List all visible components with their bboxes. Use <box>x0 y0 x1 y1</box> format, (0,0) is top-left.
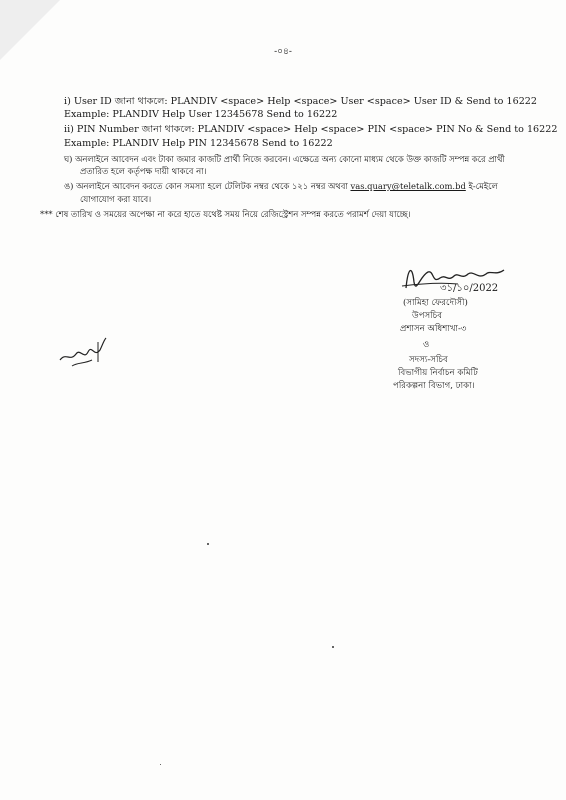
signatory-designation: উপসচিব <box>412 311 443 321</box>
signature-date: ৩১/১০/2022 <box>440 283 499 294</box>
instruction-uma-prefix: ঙ) অনলাইনে আবেদন করতে কোন সমস্যা হলে টেলিটক নম্বর থেকে ১২১ নম্বর অথবা <box>64 181 348 191</box>
support-email-link[interactable]: vas.quary@teletalk.com.bd <box>350 181 466 191</box>
signatory-role: সদস্য-সচিব <box>409 355 448 365</box>
instruction-pin: ii) PIN Number জানা থাকলে: PLANDIV <space> Help <space> PIN <space> PIN No & Send to 16222 <box>64 124 558 135</box>
scan-speck <box>332 646 334 648</box>
signatory-committee: বিভাগীয় নির্বাচন কমিটি <box>398 368 478 378</box>
instruction-uma-line2: যোগাযোগ করা যাবে। <box>80 194 152 204</box>
signatory-conjunction: ও <box>423 340 430 350</box>
scan-speck <box>160 764 161 765</box>
signatory-name: (সামিহা ফেরদৌসী) <box>403 298 468 308</box>
instruction-uma-suffix: ই-মেইলে <box>468 181 498 191</box>
page-number: -০৪- <box>274 47 292 57</box>
scan-speck <box>207 543 209 545</box>
signature-scribble <box>398 258 528 302</box>
deadline-notice: *** শেষ তারিখ ও সময়ের অপেক্ষা না করে হাতে যথেষ্ট সময় নিয়ে রেজিস্ট্রেশন সম্পন্ন করতে পরামর্শ দেয়া যাচ্ছে। <box>40 209 411 219</box>
initials-scribble <box>58 332 118 372</box>
instruction-gha-line1: ঘ) অনলাইনে আবেদন এবং টাকা জমার কাজটি প্রার্থী নিজে করবেন। এক্ষেত্রে অন্য কোনো মাধ্যম থেকে উক্ত কাজটি সম্পন্ন করে প্রার্থী <box>64 154 505 164</box>
instruction-user-id: i) User ID জানা থাকলে: PLANDIV <space> Help <space> User <space> User ID & Send to 16222 <box>64 96 538 107</box>
signatory-office: প্রশাসন অধিশাখা-৩ <box>400 324 467 334</box>
instruction-user-id-example: Example: PLANDIV Help User 12345678 Send to 16222 <box>64 109 338 120</box>
instruction-pin-example: Example: PLANDIV Help PIN 12345678 Send to 16222 <box>64 138 333 149</box>
signatory-division: পরিকল্পনা বিভাগ, ঢাকা। <box>393 381 475 391</box>
instruction-gha-line2: প্রতারিত হলে কর্তৃপক্ষ দায়ী থাকবে না। <box>80 166 207 176</box>
